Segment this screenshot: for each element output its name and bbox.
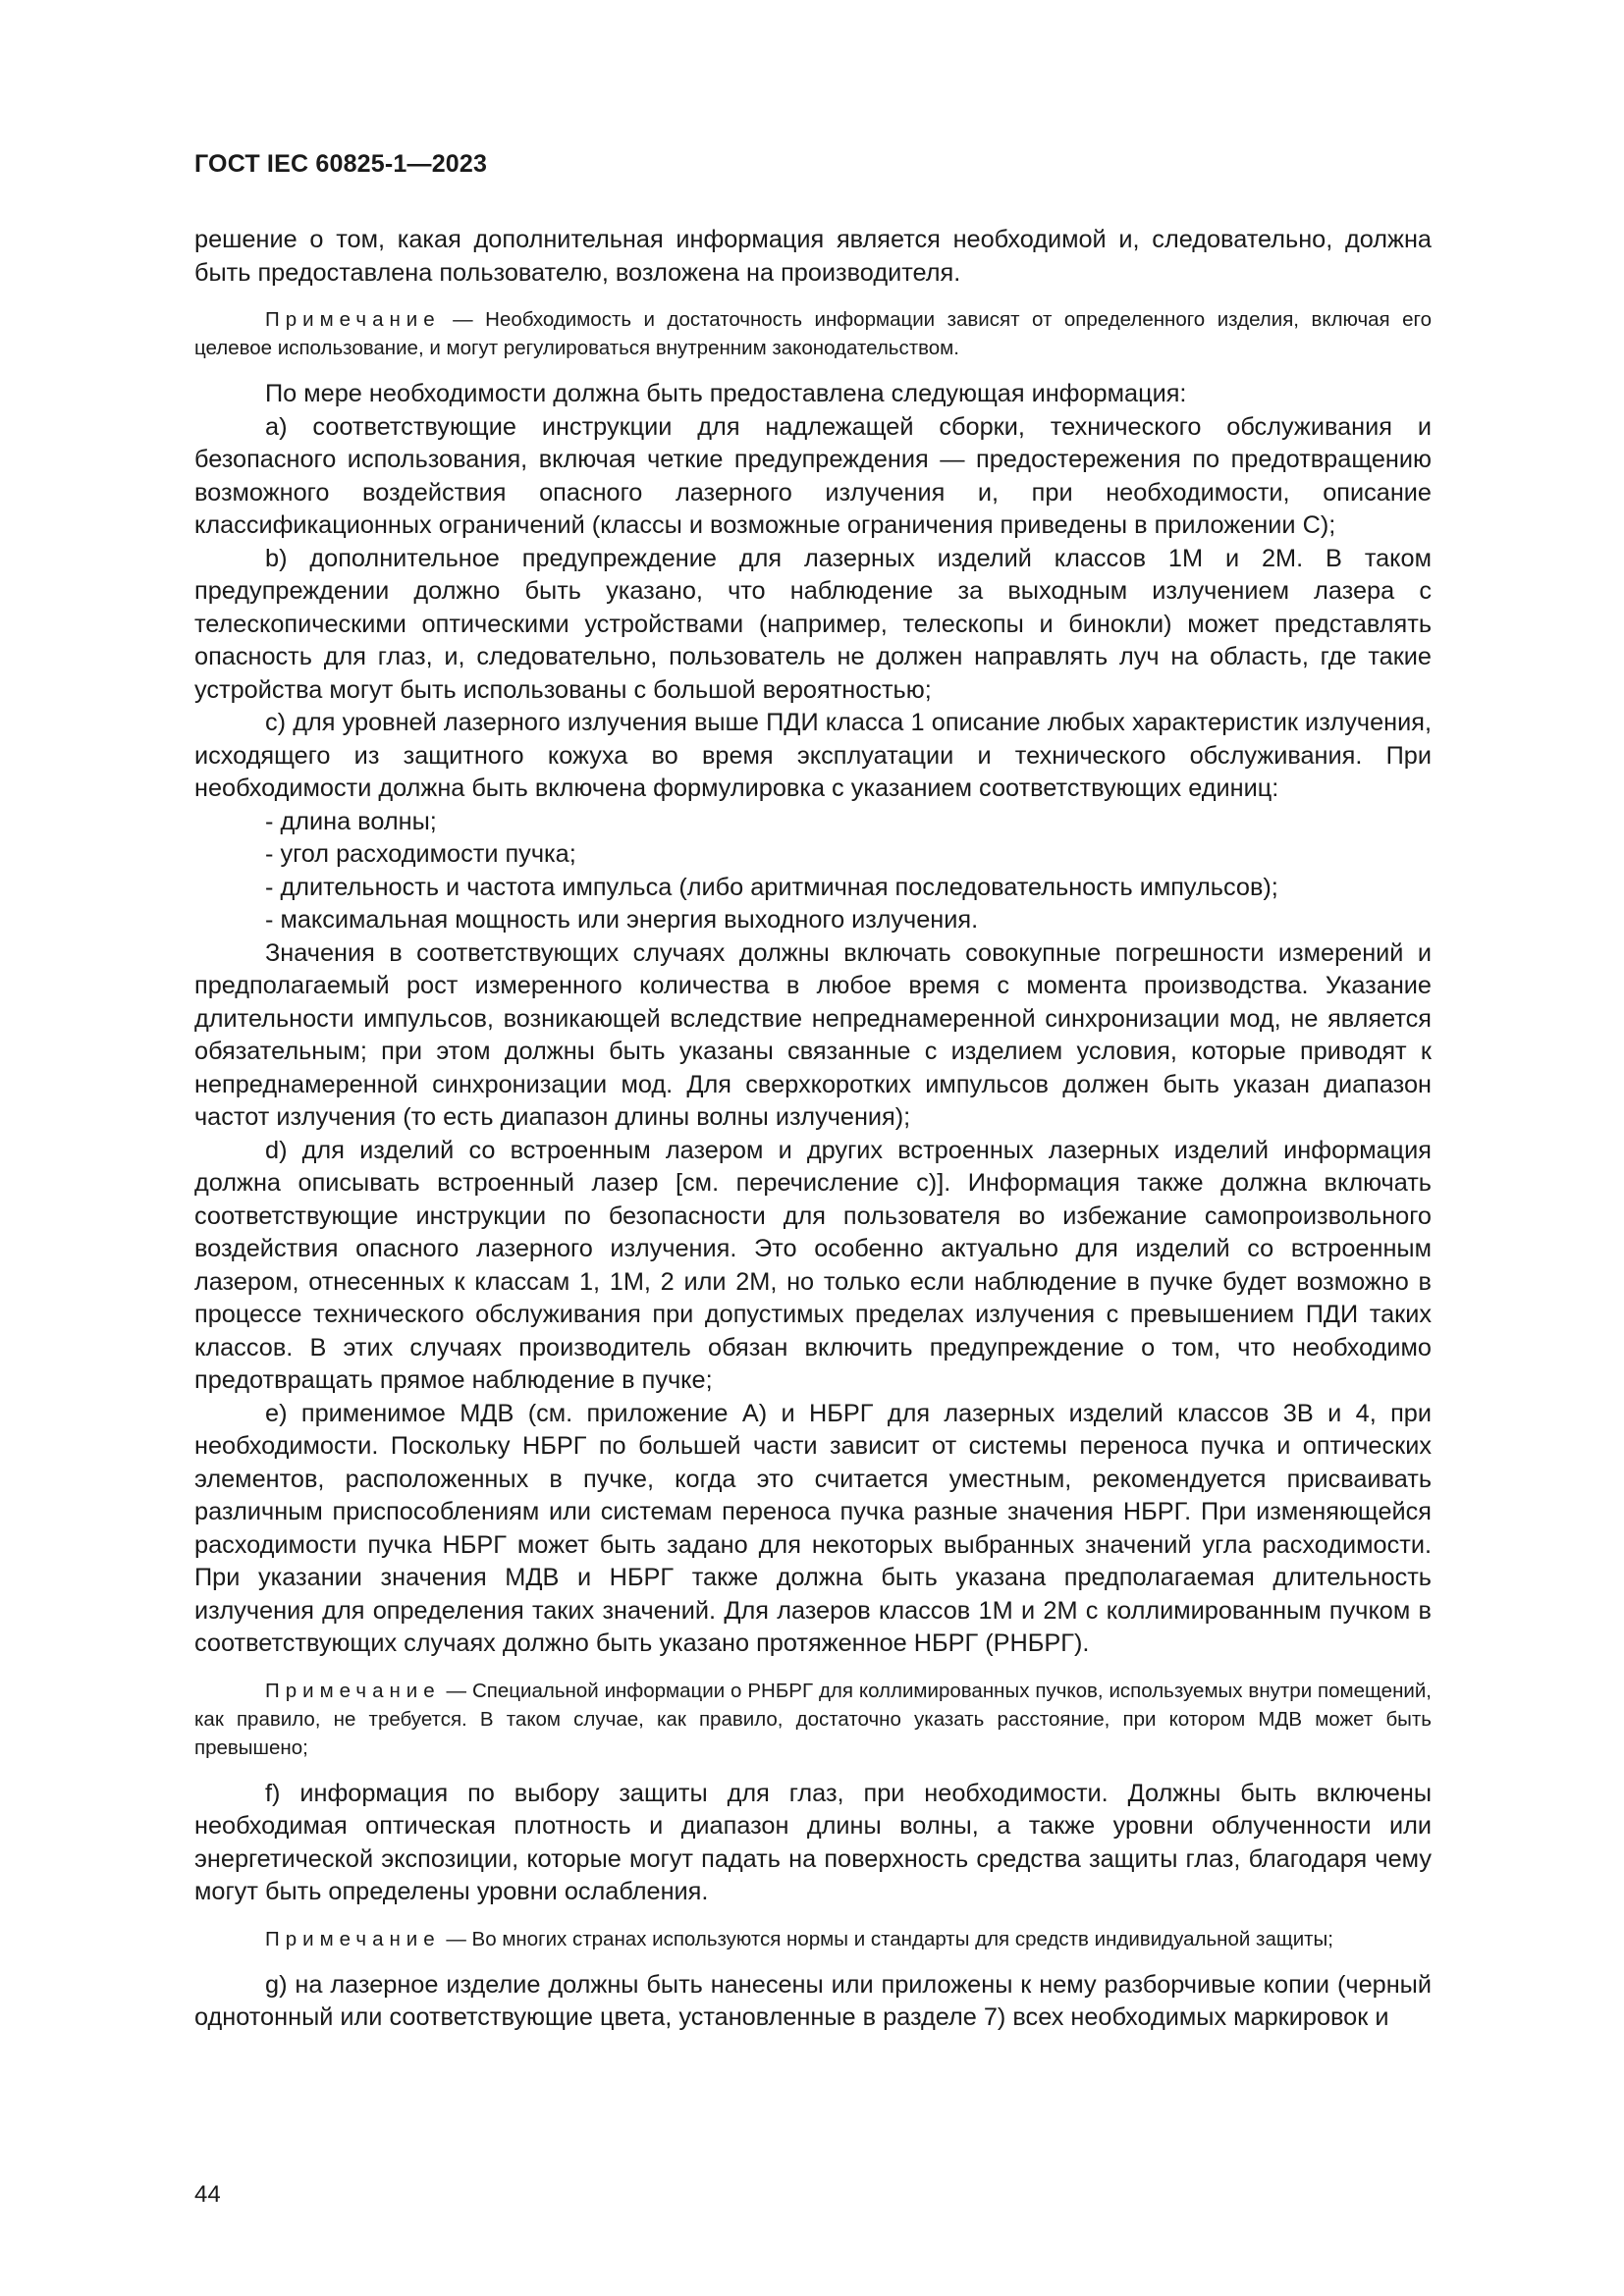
note-text: — Необходимость и достаточность информации зависят от определенного изделия, включая его целевое использование, и могут регулироваться внутренним законодательством. xyxy=(194,308,1432,359)
list-item-e: е) применимое МДВ (см. приложение А) и НБРГ для лазерных изделий классов 3В и 4, при необходимости. Поскольку НБРГ по большей части зависит от системы переноса пучка и оптических элементов, расположенных в пучке, когда это считается уместным, рекомендуется присваивать различным приспособлениям или системам переноса пучка разные значения НБРГ. При изменяющейся расходимости пучка НБРГ может быть задано для некоторых выбранных значений угла расходимости. При указании значения МДВ и НБРГ также должна быть указана предполагаемая длительность излучения для определения таких значений. Для лазеров классов 1М и 2М с коллимированным пучком в соответствующих случаях должно быть указано протяженное НБРГ (РНБРГ). xyxy=(194,1399,1432,1657)
list-item-d: d) для изделий со встроенным лазером и других встроенных лазерных изделий информация должна описывать встроенный лазер [см. перечисление с)]. Информация также должна включать соответствующие инструкции по безопасности для пользователя во избежание самопроизвольного воздействия опасного лазерного излучения. Это особенно актуально для изделий со встроенным лазером, отнесенных к классам 1, 1М, 2 или 2М, но только если наблюдение в пучке будет возможно в процессе технического обслуживания при допустимых пределах излучения с превышением ПДИ таких классов. В этих случаях производитель обязан включить предупреждение о том, что необходимо предотвращать прямое наблюдение в пучке; xyxy=(194,1136,1432,1394)
paragraph-values: Значения в соответствующих случаях должны включать совокупные погрешности измерений и предполагаемый рост измеренного количества в любое время с момента производства. Указание длительности импульсов, возникающей вследствие непреднамеренной синхронизации мод, не является обязательным; при этом должны быть указаны связанные с изделием условия, которые приводят к непреднамеренной синхронизации мод. Для сверхкоротких импульсов должен быть указан диапазон частот излучения (то есть диапазон длины волны излучения); xyxy=(194,938,1432,1131)
paragraph-lead: По мере необходимости должна быть предоставлена следующая информация: xyxy=(265,380,1187,407)
note-3 xyxy=(194,1925,1432,1953)
list-item-a: а) соответствующие инструкции для надлежащей сборки, технического обслуживания и безопасного использования, включая четкие предупреждения — предостережения по предотвращению возможного воздействия опасного лазерного излучения и, при необходимости, описание классификационных ограничений (классы и возможные ограничения приведены в приложении С); xyxy=(194,412,1432,539)
list-item-b: b) дополнительное предупреждение для лазерных изделий классов 1М и 2М. В таком предупреждении должно быть указано, что наблюдение за выходным излучением лазера с телескопическими оптическими устройствами (например, телескопы и бинокли) может представлять опасность для глаз, и, следовательно, пользователь не должен направлять луч на область, где такие устройства могут быть использованы с большой вероятностью; xyxy=(194,544,1432,704)
note-label: Примечание xyxy=(265,1679,441,1702)
note-text: — Во многих странах используются нормы и стандарты для средств индивидуальной защиты; xyxy=(440,1927,1333,1950)
note-1 xyxy=(194,305,1432,362)
dash-item: - максимальная мощность или энергия выходного излучения. xyxy=(265,906,979,934)
paragraph-intro: решение о том, какая дополнительная информация является необходимой и, следовательно, должна быть предоставлена пользователю, возложена на производителя. xyxy=(194,226,1432,287)
list-item-c: с) для уровней лазерного излучения выше ПДИ класса 1 описание любых характеристик излучения, исходящего из защитного кожуха во время эксплуатации и технического обслуживания. При необходимости должна быть включена формулировка с указанием соответствующих единиц: xyxy=(194,709,1432,802)
note-2 xyxy=(194,1677,1432,1762)
note-text: — Специальной информации о РНБРГ для коллимированных пучков, используемых внутри помещений, как правило, не требуется. В таком случае, как правило, достаточно указать расстояние, при котором МДВ может быть превышено; xyxy=(194,1679,1432,1759)
dash-item: - длительность и частота импульса (либо аритмичная последовательность импульсов); xyxy=(265,873,1278,901)
dash-item: - угол расходимости пучка; xyxy=(265,840,576,868)
list-item-f: f) информация по выбору защиты для глаз, при необходимости. Должны быть включены необходимая оптическая плотность и диапазон длины волны, а также уровни облученности или энергетической экспозиции, которые могут падать на поверхность средства защиты глаз, благодаря чему могут быть определены уровни ослабления. xyxy=(194,1779,1432,1905)
dash-item: - длина волны; xyxy=(265,807,437,835)
note-label: Примечание xyxy=(265,308,441,331)
document-header: ГОСТ IEC 60825-1—2023 xyxy=(194,150,488,178)
note-label: Примечание xyxy=(265,1927,441,1950)
page-body xyxy=(194,224,1432,2035)
list-item-g: g) на лазерное изделие должны быть нанесены или приложены к нему разборчивые копии (черный однотонный или соответствующие цвета, установленные в разделе 7) всех необходимых маркировок и xyxy=(194,1970,1432,2031)
page-number: 44 xyxy=(194,2181,221,2208)
